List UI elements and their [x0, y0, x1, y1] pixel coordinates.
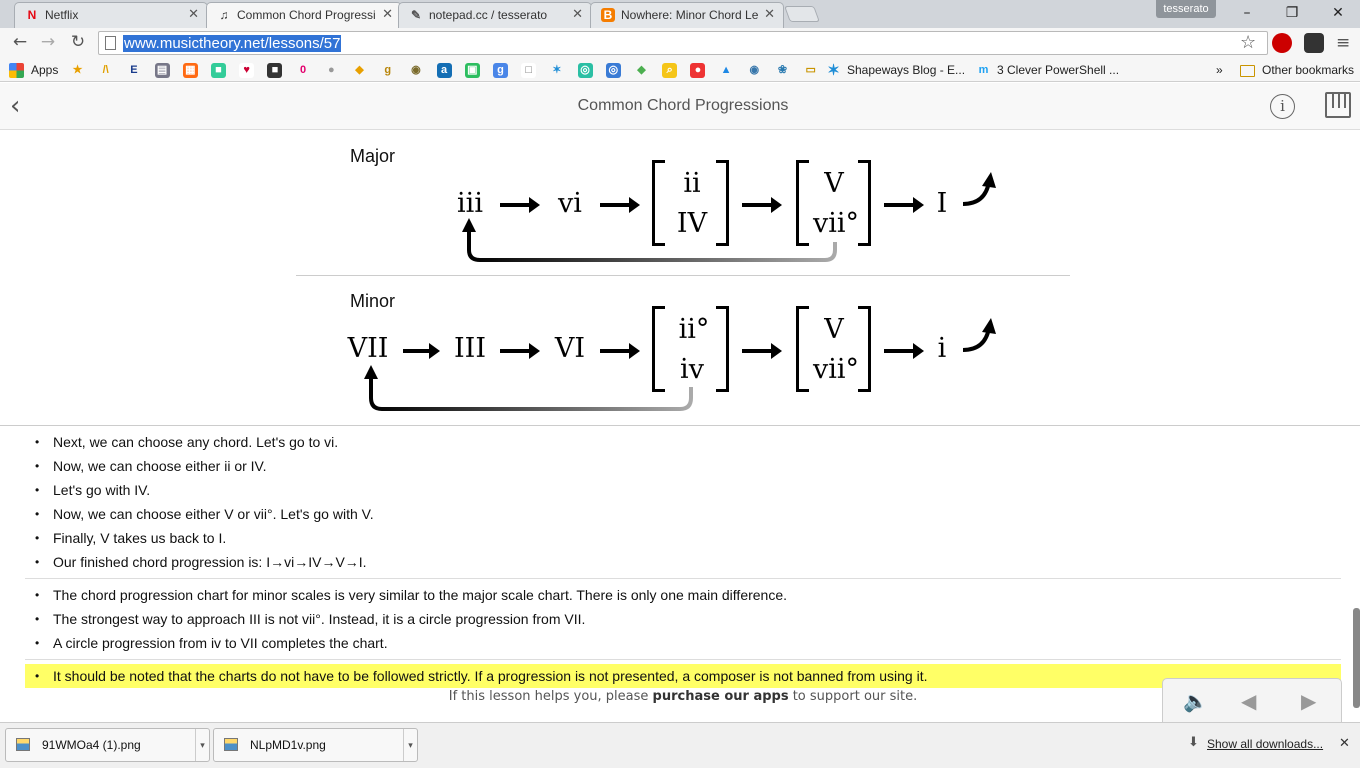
tab-title: notepad.cc / tesserato	[429, 8, 548, 22]
list-item: • The strongest way to approach III is not vii°. Instead, it is a circle progression from VII.	[25, 607, 1341, 631]
major-steps-list	[25, 430, 1341, 574]
lesson-controls	[1162, 678, 1342, 723]
adblock-icon[interactable]	[1272, 33, 1292, 53]
lesson-content	[25, 426, 1341, 726]
chord-i: i	[937, 333, 947, 364]
support-footer	[25, 689, 1341, 704]
bookmarks-overflow[interactable]: »	[1216, 63, 1223, 77]
musictheory-icon: ♫	[219, 8, 229, 22]
highlighted-note	[25, 664, 1341, 688]
minor-resolve-arrowhead	[982, 318, 996, 334]
tab-title: Common Chord Progressi	[237, 8, 376, 22]
arrow	[500, 203, 533, 207]
bracket-left	[652, 160, 665, 246]
url-text[interactable]: www.musictheory.net/lessons/57	[124, 35, 341, 52]
tab-title: Nowhere: Minor Chord Le	[621, 8, 759, 22]
close-icon[interactable]: ✕	[764, 6, 775, 21]
minor-return-arrow	[371, 374, 691, 409]
list-item: • A circle progression from iv to VII completes the chart.	[25, 631, 1341, 655]
bookmark-favicon-icon[interactable]: g	[380, 63, 395, 78]
close-icon[interactable]: ✕	[382, 6, 393, 21]
bookmark-favicon-icon[interactable]: E	[126, 63, 141, 78]
bookmark-favicon-icon[interactable]: ◉	[408, 63, 423, 78]
back-chevron-icon[interactable]: ‹	[10, 91, 21, 121]
profile-button[interactable]: tesserato	[1156, 0, 1216, 18]
bookmark-favicon-icon[interactable]: ◉	[747, 63, 762, 78]
chevron-down-icon[interactable]: ▾	[195, 729, 209, 761]
chord-VI: VI	[554, 333, 586, 364]
restore-icon[interactable]: ❐	[1285, 5, 1299, 21]
minor-notes-list	[25, 583, 1341, 655]
info-icon[interactable]: i	[1270, 94, 1295, 119]
close-icon[interactable]: ✕	[188, 6, 199, 21]
bookmark-other[interactable]: Other bookmarks	[1262, 63, 1355, 77]
notepad-icon: ✎	[410, 8, 422, 22]
page-title: Common Chord Progressions	[577, 97, 789, 114]
bookmark-favicon-icon[interactable]: ●	[690, 63, 705, 78]
bookmark-favicon-icon[interactable]: ◎	[578, 63, 593, 78]
list-item: • Finally, V takes us back to I.	[25, 526, 1341, 550]
chord-V: V	[824, 314, 844, 345]
speaker-icon[interactable]: 🔈	[1183, 689, 1208, 713]
bookmark-favicon-icon[interactable]: ♥	[239, 63, 254, 78]
chord-iv: iv	[680, 354, 704, 385]
minimize-icon[interactable]: –	[1243, 5, 1251, 21]
separator	[25, 659, 1341, 660]
show-all-downloads-link[interactable]: Show all downloads...	[1207, 737, 1324, 751]
chord-iii: iii	[457, 188, 483, 219]
folder-icon	[1240, 65, 1255, 77]
list-item: • Let's go with IV.	[25, 478, 1341, 502]
minor-return-arrowhead	[364, 365, 378, 379]
footer-text: If this lesson helps you, please	[448, 689, 653, 704]
minor-label: Minor	[350, 291, 396, 311]
chart-divider	[296, 275, 1070, 276]
bookmark-favicon-icon[interactable]: ◎	[606, 63, 621, 78]
close-icon[interactable]: ✕	[1339, 736, 1350, 751]
address-bar[interactable]	[98, 31, 1268, 55]
forward-icon[interactable]: →	[40, 32, 56, 52]
bookmark-favicon-icon[interactable]: ▭	[803, 63, 818, 78]
bookmark-favicon-icon[interactable]: ◆	[634, 63, 649, 78]
bracket-right	[716, 306, 729, 392]
bookmark-favicon-icon[interactable]: ★	[70, 63, 85, 78]
arrow	[600, 349, 633, 353]
list-item: • It should be noted that the charts do not have to be followed strictly. If a progression is not presented, a composer is not banned from using it.	[25, 664, 1341, 688]
bookmark-favicon-icon[interactable]: ◆	[352, 63, 367, 78]
close-icon[interactable]: ✕	[572, 6, 583, 21]
major-resolve-arrowhead	[982, 172, 996, 188]
download-item[interactable]	[5, 728, 210, 762]
bookmark-favicon-icon[interactable]: ▦	[183, 63, 198, 78]
image-file-icon	[224, 738, 238, 751]
bracket-right	[858, 160, 871, 246]
blogger-icon: B	[601, 8, 615, 22]
download-filename: 91WMOa4 (1).png	[42, 738, 141, 752]
chord-ii: ii	[683, 168, 701, 199]
bookmark-favicon-icon[interactable]: 0	[296, 63, 311, 78]
bookmark-favicon-icon[interactable]: ▣	[465, 63, 480, 78]
list-item: • Our finished chord progression is: I→vi→IV→V→I.	[25, 550, 1341, 574]
shapeways-icon: ✶	[827, 62, 840, 79]
list-item: • The chord progression chart for minor scales is very similar to the major scale chart. There is only one main difference.	[25, 583, 1341, 607]
chord-III: III	[454, 333, 486, 364]
chord-vi: vi	[558, 188, 582, 219]
tab-nowhere-minor-chord[interactable]	[590, 2, 784, 28]
arrow	[742, 349, 775, 353]
bookmark-favicon-icon[interactable]: ■	[211, 63, 226, 78]
apps-grid-icon[interactable]	[9, 63, 24, 78]
bookmark-powershell[interactable]: 3 Clever PowerShell ...	[997, 63, 1120, 77]
bookmark-favicon-icon[interactable]: □	[521, 63, 536, 78]
bookmark-favicon-icon[interactable]: a	[437, 63, 452, 78]
bookmark-star-icon[interactable]: ☆	[1240, 32, 1257, 53]
bookmark-favicon-icon[interactable]: ●	[324, 63, 339, 78]
bookmark-favicon-icon[interactable]: ✶	[549, 63, 564, 78]
netflix-icon: N	[27, 8, 37, 22]
arrow	[884, 349, 917, 353]
previous-icon[interactable]: ◀	[1241, 689, 1257, 713]
chord-IV: IV	[676, 208, 708, 239]
tab-netflix[interactable]	[14, 2, 208, 28]
image-file-icon	[16, 738, 30, 751]
list-item: • Now, we can choose either ii or IV.	[25, 454, 1341, 478]
chord-charts	[0, 130, 1360, 426]
bracket-left	[652, 306, 665, 392]
arrow	[600, 203, 633, 207]
lesson-header	[0, 83, 1360, 130]
download-item[interactable]	[213, 728, 418, 762]
chord-VII: VII	[347, 333, 389, 364]
bracket-left	[796, 160, 809, 246]
chord-vii-dim: vii°	[812, 208, 860, 239]
bookmark-favicon-icon[interactable]: /\	[98, 63, 113, 78]
chord-vii-dim: vii°	[812, 354, 860, 385]
list-item: • Next, we can choose any chord. Let's go to vi.	[25, 430, 1341, 454]
piano-icon[interactable]	[1325, 92, 1351, 118]
bookmark-favicon-icon[interactable]: ▲	[719, 63, 734, 78]
bookmark-favicon-icon[interactable]: ❀	[775, 63, 790, 78]
download-filename: NLpMD1v.png	[250, 738, 326, 752]
page-icon	[105, 36, 116, 50]
bracket-left	[796, 306, 809, 392]
list-item: • Now, we can choose either V or vii°. Let's go with V.	[25, 502, 1341, 526]
major-return-arrowhead	[462, 218, 476, 232]
bookmark-favicon-icon[interactable]: g	[493, 63, 508, 78]
purchase-apps-link[interactable]: purchase our apps	[652, 689, 789, 704]
scrollbar[interactable]	[1353, 608, 1360, 708]
chevron-down-icon[interactable]: ▾	[403, 729, 417, 761]
menu-icon[interactable]: ≡	[1336, 33, 1351, 53]
tab-common-chord-progressions[interactable]	[206, 2, 402, 28]
tab-strip	[0, 0, 1360, 28]
major-label: Major	[350, 146, 396, 166]
chord-I: I	[936, 188, 948, 219]
download-icon: ⬇	[1188, 735, 1199, 750]
new-tab-button[interactable]	[784, 6, 820, 22]
arrow	[742, 203, 775, 207]
pushbullet-icon[interactable]	[1304, 33, 1324, 53]
bracket-right	[716, 160, 729, 246]
bookmark-shapeways[interactable]: Shapeways Blog - E...	[847, 63, 966, 77]
separator	[25, 578, 1341, 579]
mlink-icon: m	[978, 64, 989, 76]
tab-notepad[interactable]	[398, 2, 592, 28]
apps-bookmark[interactable]: Apps	[31, 63, 59, 77]
arrow	[884, 203, 917, 207]
reload-icon[interactable]: ↻	[70, 32, 86, 52]
tab-title: Netflix	[45, 8, 79, 22]
arrow	[403, 349, 433, 353]
bracket-right	[858, 306, 871, 392]
chord-V: V	[824, 168, 844, 199]
footer-text: to support our site.	[788, 689, 918, 704]
bookmark-favicon-icon[interactable]: ▤	[155, 63, 170, 78]
arrow	[500, 349, 533, 353]
back-icon[interactable]: ←	[12, 32, 28, 52]
bookmarks-bar	[0, 58, 1360, 82]
close-window-icon[interactable]: ✕	[1332, 5, 1344, 21]
downloads-bar	[0, 722, 1360, 768]
chord-ii-dim: ii°	[678, 314, 710, 345]
bookmark-favicon-icon[interactable]: ■	[267, 63, 282, 78]
bookmark-favicon-icon[interactable]: ⌕	[662, 63, 677, 78]
next-icon[interactable]: ▶	[1301, 689, 1317, 713]
